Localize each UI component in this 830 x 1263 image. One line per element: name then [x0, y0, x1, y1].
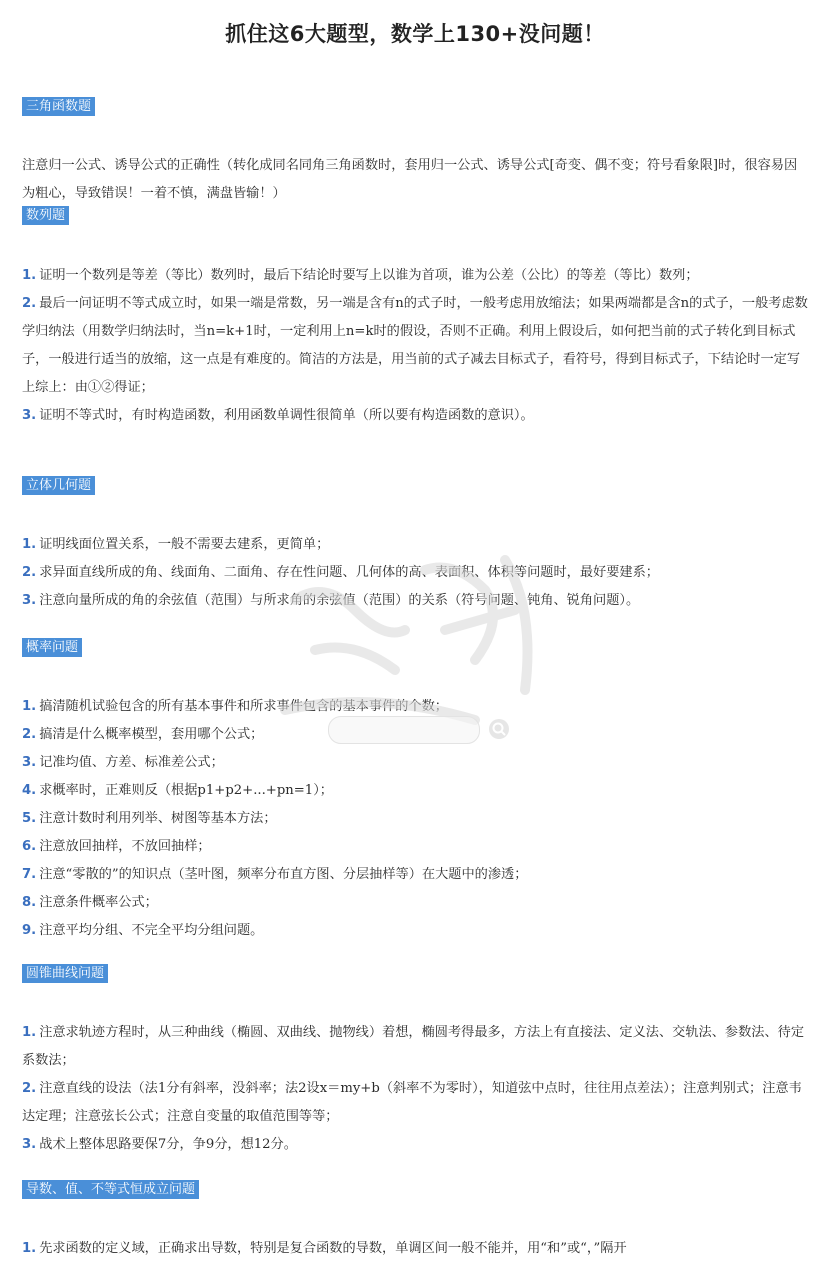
item-text: 求概率时，正难则反（根据p1+p2+...+pn=1）；: [39, 783, 333, 798]
section-paragraph: 注意归一公式、诱导公式的正确性（转化成同名同角三角函数时，套用归一公式、诱导公式[奇变、偶不变；符号看象限]时，很容易因为粗心，导致错误！一着不慎，满盘皆输！）: [22, 158, 798, 201]
item-text: 注意向量所成的角的余弦值（范围）与所求角的余弦值（范围）的关系（符号问题、钝角、锐角问题）。: [39, 593, 640, 608]
item-number: 2.: [22, 565, 37, 580]
list-item: [22, 833, 808, 861]
section-heading: 立体几何题: [22, 476, 95, 495]
item-number: 2.: [22, 296, 37, 311]
page-title: 抓住这6大题型，数学上130+没问题！: [225, 22, 605, 46]
item-number: 1.: [22, 699, 37, 714]
item-list: [22, 531, 808, 615]
list-item: [22, 1235, 808, 1263]
item-text: 先求函数的定义域，正确求出导数，特别是复合函数的导数，单调区间一般不能并，用“和”或“，”隔开: [39, 1241, 627, 1256]
item-list: [22, 262, 808, 430]
section-probability: [22, 636, 808, 945]
item-text: 注意求轨迹方程时，从三种曲线（椭圆、双曲线、抛物线）着想，椭圆考得最多，方法上有直接法、定义法、交轨法、参数法、待定系数法；: [22, 1025, 805, 1068]
item-number: 1.: [22, 1241, 37, 1256]
item-text: 最后一问证明不等式成立时，如果一端是常数，另一端是含有n的式子时，一般考虑用放缩法；如果两端都是含n的式子，一般考虑数学归纳法（用数学归纳法时，当n=k+1时，一定利用上n=k时的假设，否则不正确。利用上假设后，如何把当前的式子转化到目标式子，一般进行适当的放缩，这一点是有难度的。简洁的方法是，用当前的式子减去目标式子，看符号，得到目标式子，下结论时一定写上综上：由①②得证；: [22, 296, 808, 395]
item-number: 3.: [22, 755, 37, 770]
item-number: 1.: [22, 268, 37, 283]
item-list: [22, 1019, 808, 1159]
list-item: [22, 805, 808, 833]
section-heading: 概率问题: [22, 638, 82, 657]
section-heading: 三角函数题: [22, 97, 95, 116]
item-number: 6.: [22, 839, 37, 854]
item-number: 1.: [22, 1025, 37, 1040]
watermark-search-bar: [328, 716, 480, 744]
item-text: 战术上整体思路要保7分，争9分，想12分。: [39, 1137, 297, 1152]
list-item: [22, 889, 808, 917]
item-text: 求异面直线所成的角、线面角、二面角、存在性问题、几何体的高、表面积、体积等问题时，最好要建系；: [39, 565, 659, 580]
list-item: [22, 531, 808, 559]
item-text: 记准均值、方差、标准差公式；: [39, 755, 224, 770]
item-number: 2.: [22, 1081, 37, 1096]
section-trig: [22, 95, 808, 208]
item-number: 9.: [22, 923, 37, 938]
list-item: [22, 1019, 808, 1075]
section-heading: 圆锥曲线问题: [22, 964, 108, 983]
item-number: 3.: [22, 593, 37, 608]
section-conic: [22, 962, 808, 1159]
item-text: 注意“零散的”的知识点（茎叶图，频率分布直方图、分层抽样等）在大题中的渗透；: [39, 867, 528, 882]
item-text: 证明一个数列是等差（等比）数列时，最后下结论时要写上以谁为首项，谁为公差（公比）的等差（等比）数列；: [39, 268, 699, 283]
item-text: 注意计数时利用列举、树图等基本方法；: [39, 811, 277, 826]
section-solid-geometry: [22, 474, 808, 615]
list-item: [22, 1075, 808, 1131]
item-text: 证明不等式时，有时构造函数，利用函数单调性很简单（所以要有构造函数的意识）。: [39, 408, 534, 423]
item-text: 注意条件概率公式；: [39, 895, 158, 910]
section-sequence: [22, 204, 808, 430]
section-derivative: [22, 1178, 808, 1263]
item-list: [22, 1235, 808, 1263]
list-item: [22, 290, 808, 402]
item-number: 5.: [22, 811, 37, 826]
item-number: 1.: [22, 537, 37, 552]
item-text: 搞清是什么概率模型，套用哪个公式；: [39, 727, 264, 742]
list-item: [22, 402, 808, 430]
section-heading: 导数、值、不等式恒成立问题: [22, 1180, 199, 1199]
list-item: [22, 749, 808, 777]
item-text: 注意直线的设法（法1分有斜率，没斜率；法2设x＝my+b（斜率不为零时），知道弦中点时，往往用点差法）；注意判别式；注意韦达定理；注意弦长公式；注意自变量的取值范围等等；: [22, 1081, 802, 1124]
item-text: 证明线面位置关系，一般不需要去建系，更简单；: [39, 537, 330, 552]
item-number: 8.: [22, 895, 37, 910]
list-item: [22, 262, 808, 290]
search-icon: [488, 718, 510, 740]
list-item: [22, 587, 808, 615]
list-item: [22, 1131, 808, 1159]
item-text: 注意放回抽样，不放回抽样；: [39, 839, 211, 854]
item-number: 3.: [22, 1137, 37, 1152]
item-text: 注意平均分组、不完全平均分组问题。: [39, 923, 264, 938]
section-heading: 数列题: [22, 206, 69, 225]
item-number: 4.: [22, 783, 37, 798]
item-number: 7.: [22, 867, 37, 882]
list-item: [22, 861, 808, 889]
list-item: [22, 917, 808, 945]
item-number: 3.: [22, 408, 37, 423]
list-item: [22, 559, 808, 587]
item-number: 2.: [22, 727, 37, 742]
list-item: [22, 777, 808, 805]
item-text: 搞清随机试验包含的所有基本事件和所求事件包含的基本事件的个数；: [39, 699, 448, 714]
